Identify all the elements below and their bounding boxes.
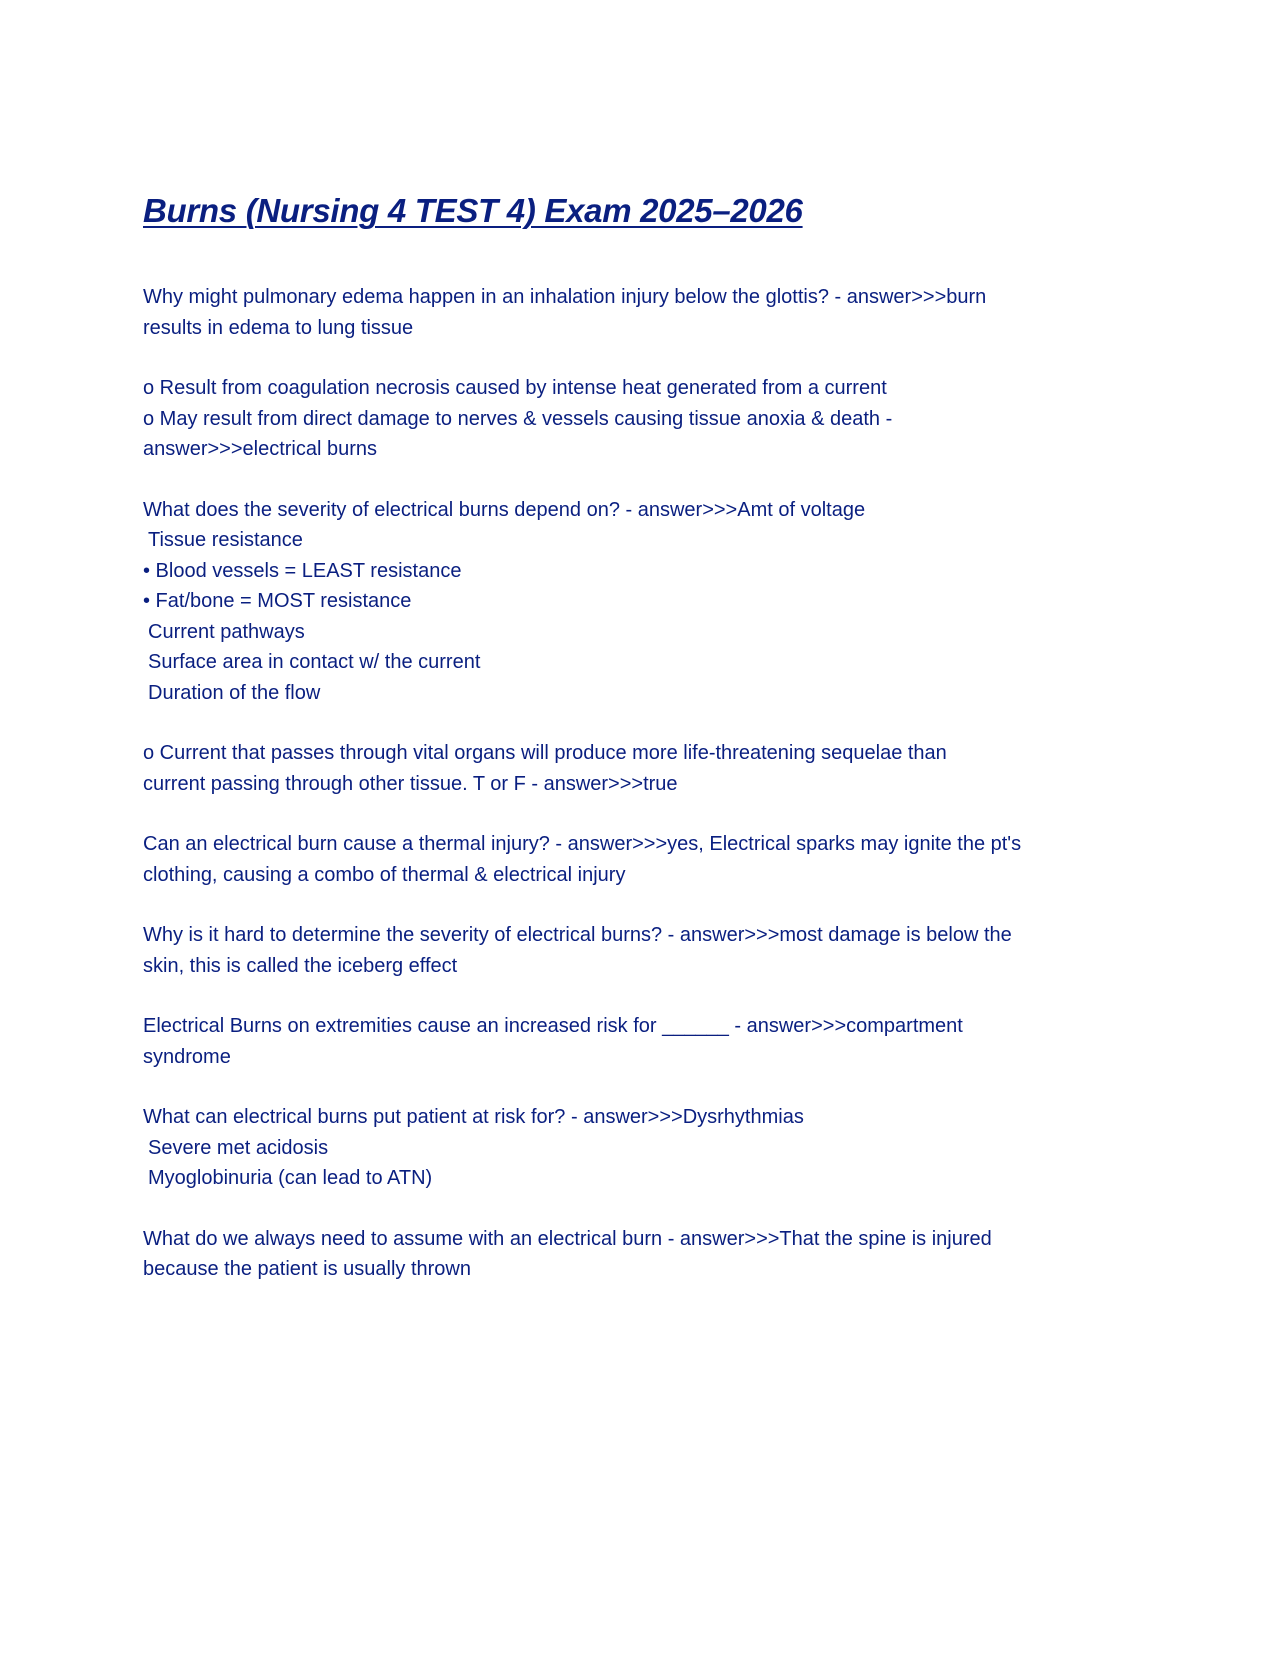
- text-line: Tissue resistance: [148, 529, 303, 551]
- qa-block: [143, 920, 1143, 981]
- qa-block: [143, 282, 1143, 343]
- qa-block: [143, 1011, 1143, 1072]
- text-line: skin, this is called the iceberg effect: [143, 954, 458, 977]
- bullet-line: • Blood vessels = LEAST resistance: [143, 559, 462, 582]
- text-line: o Current that passes through vital organs will produce more life-threatening sequelae than: [143, 742, 947, 764]
- text-line: What does the severity of electrical burns depend on? - answer>>>Amt of voltage: [143, 498, 866, 521]
- document-title: Burns (Nursing 4 TEST 4) Exam 2025–2026: [143, 192, 803, 229]
- text-line: Surface area in contact w/ the current: [148, 651, 481, 673]
- text-line: Why might pulmonary edema happen in an inhalation injury below the glottis? - answer>>>burn: [143, 286, 987, 308]
- text-line: What do we always need to assume with an electrical burn - answer>>>That the spine is injured: [143, 1227, 992, 1250]
- text-line: Why is it hard to determine the severity of electrical burns? - answer>>>most damage is below the: [143, 924, 1012, 946]
- qa-block: [143, 495, 1143, 709]
- text-line: Duration of the flow: [148, 681, 321, 704]
- text-line: o Result from coagulation necrosis caused by intense heat generated from a current: [143, 377, 887, 399]
- text-line: Myoglobinuria (can lead to ATN): [148, 1167, 433, 1189]
- text-line: clothing, causing a combo of thermal & electrical injury: [143, 863, 626, 886]
- text-line: Current pathways: [148, 620, 305, 643]
- qa-block: [143, 1102, 1143, 1194]
- qa-block: [143, 738, 1143, 799]
- text-line: syndrome: [143, 1045, 231, 1068]
- text-line: Can an electrical burn cause a thermal injury? - answer>>>yes, Electrical sparks may ignite the pt's: [143, 833, 1022, 855]
- text-line: Severe met acidosis: [148, 1136, 329, 1159]
- bullet-line: • Fat/bone = MOST resistance: [143, 590, 412, 612]
- text-line: What can electrical burns put patient at risk for? - answer>>>Dysrhythmias: [143, 1106, 804, 1128]
- qa-block: [143, 1224, 1143, 1285]
- document-content: [143, 186, 1143, 1315]
- qa-block: [143, 829, 1143, 890]
- text-line: Electrical Burns on extremities cause an increased risk for ______ - answer>>>compartment: [143, 1015, 963, 1037]
- text-line: answer>>>electrical burns: [143, 438, 378, 460]
- text-line: results in edema to lung tissue: [143, 316, 414, 339]
- text-line: current passing through other tissue. T or F - answer>>>true: [143, 772, 678, 795]
- qa-block: [143, 373, 1143, 465]
- text-line: because the patient is usually thrown: [143, 1258, 471, 1280]
- text-line: o May result from direct damage to nerves & vessels causing tissue anoxia & death -: [143, 407, 893, 430]
